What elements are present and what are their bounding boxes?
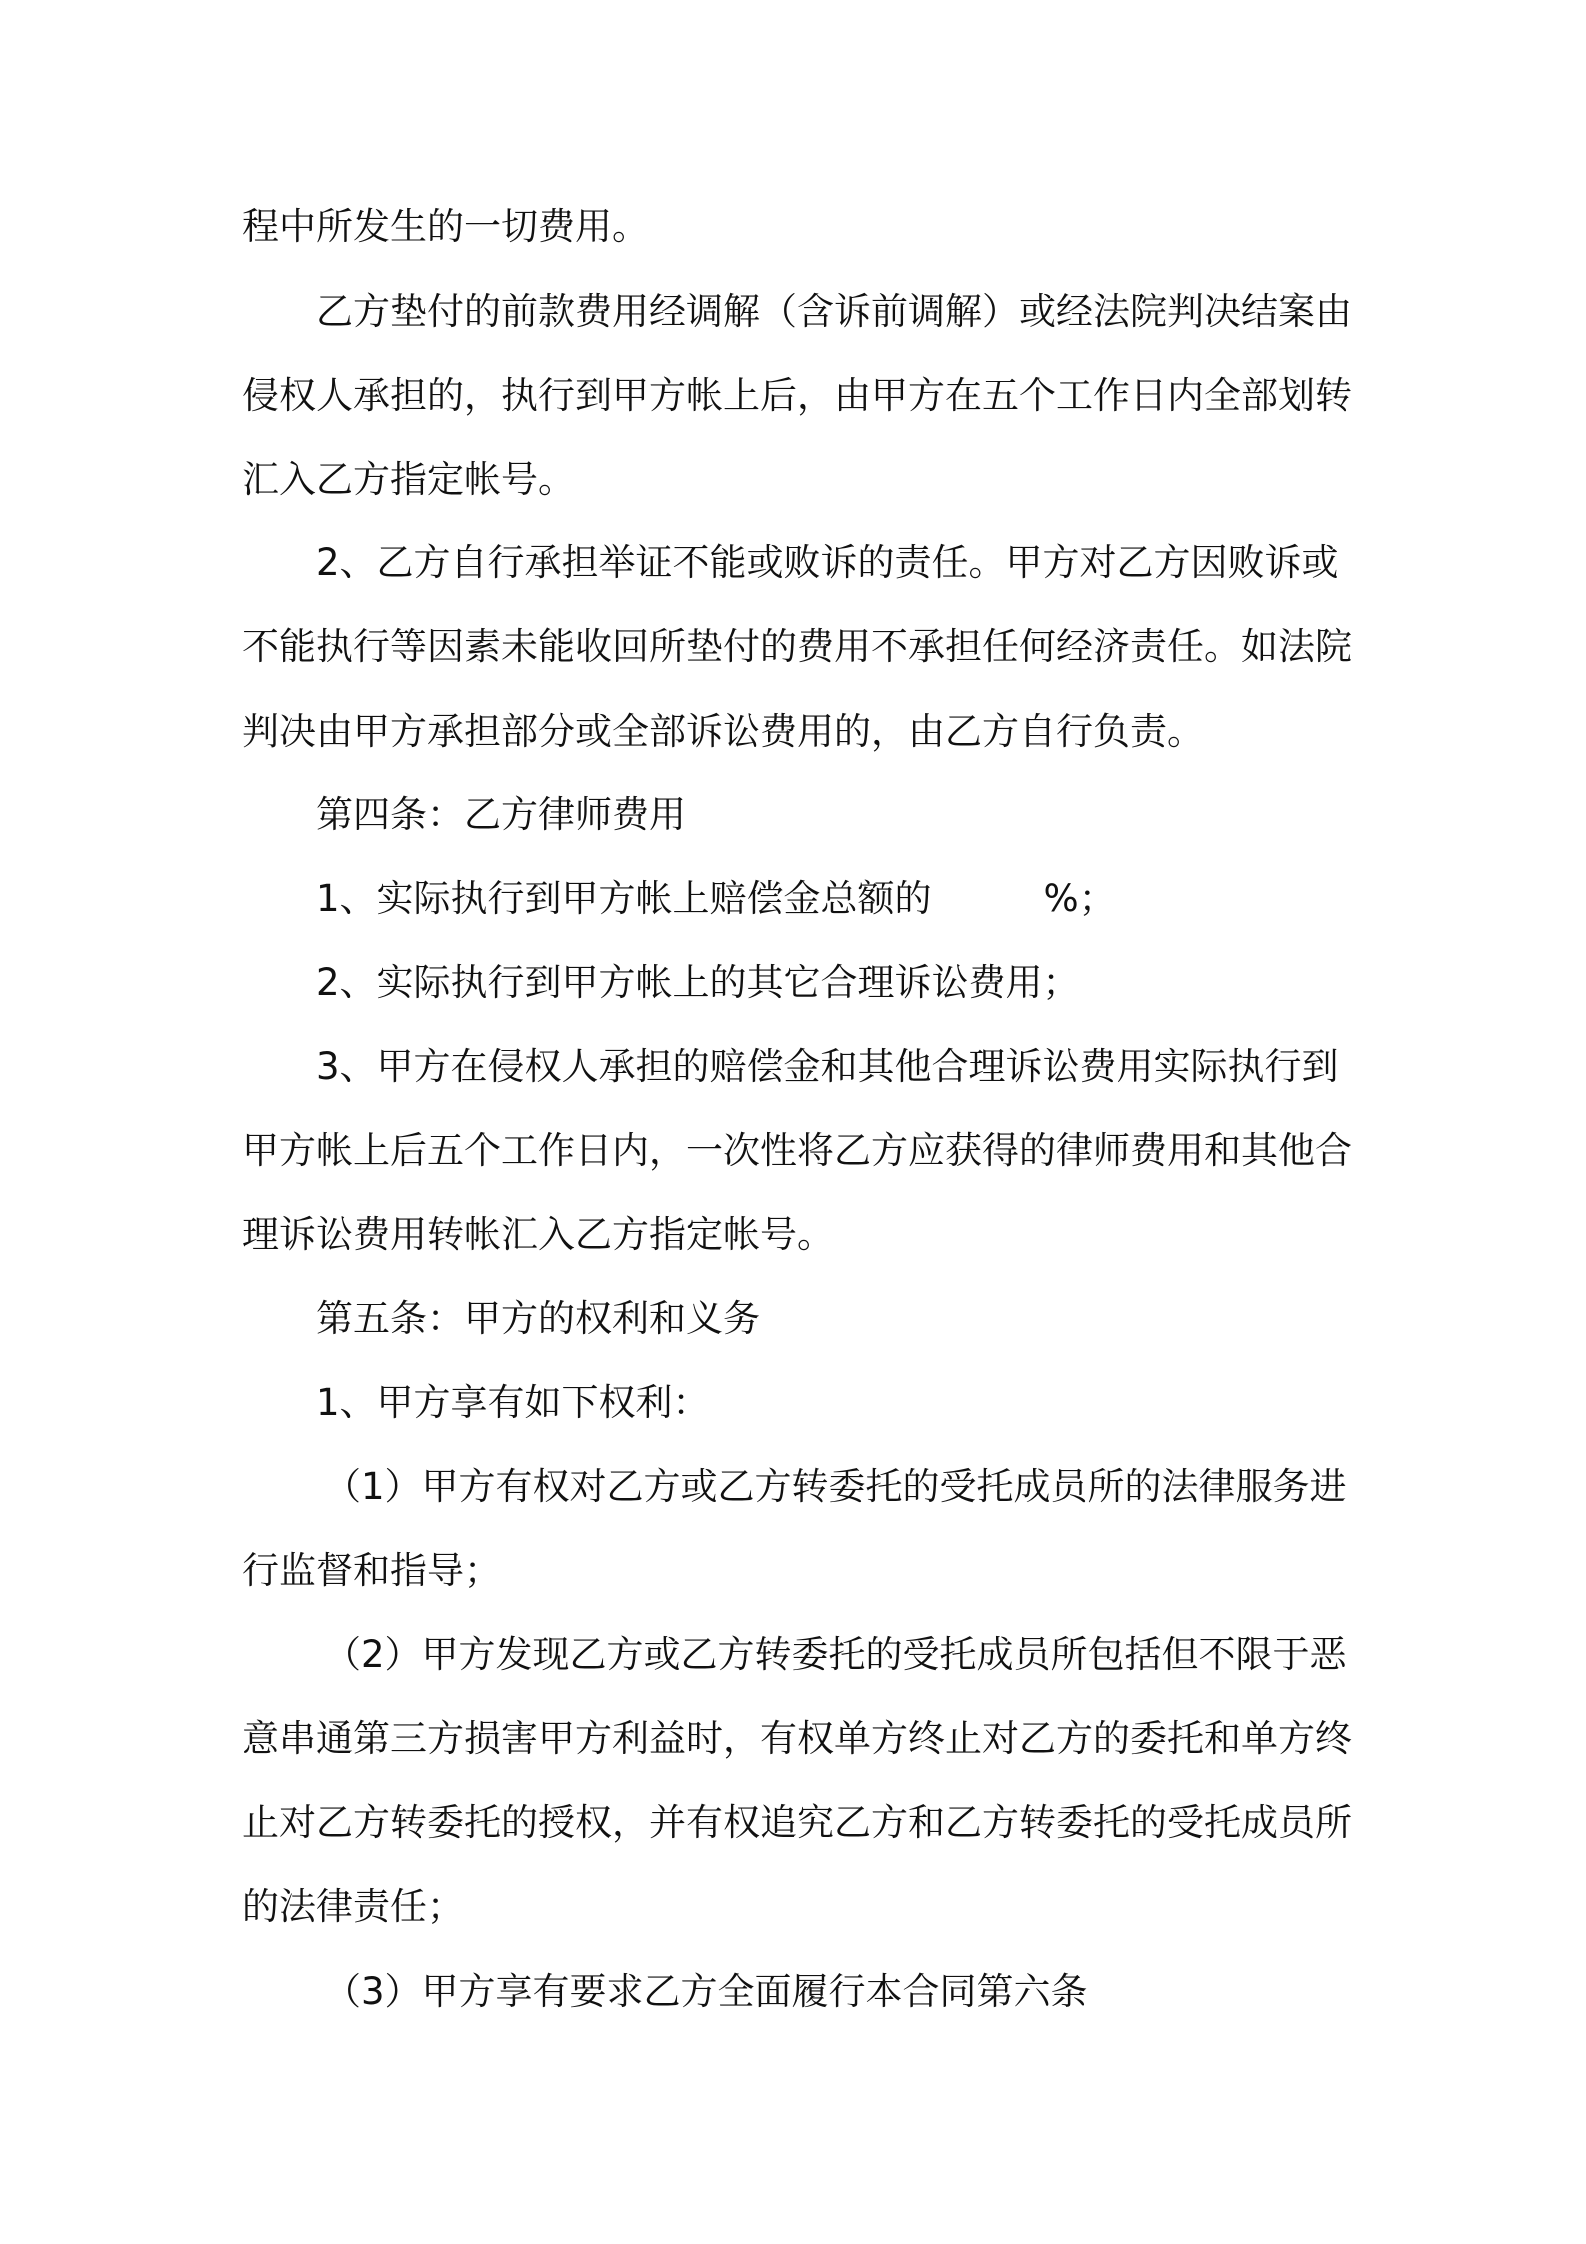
fee-percentage-label: 1、实际执行到甲方帐上赔偿金总额的 bbox=[316, 877, 932, 920]
paragraph-line: 程中所发生的一切费用。 bbox=[242, 205, 649, 248]
section-heading: 第四条：乙方律师费用 bbox=[316, 793, 686, 836]
paragraph-line: 乙方垫付的前款费用经调解（含诉前调解）或经法院判决结案由 bbox=[316, 290, 1352, 333]
paragraph-line: 的法律责任； bbox=[242, 1885, 464, 1928]
paragraph-line: （1）甲方有权对乙方或乙方转委托的受托成员所的法律服务进 bbox=[324, 1465, 1347, 1508]
paragraph-line: 甲方帐上后五个工作日内，一次性将乙方应获得的律师费用和其他合 bbox=[242, 1129, 1352, 1172]
fee-percentage-line bbox=[316, 869, 1436, 929]
paragraph-line: 2、乙方自行承担举证不能或败诉的责任。甲方对乙方因败诉或 bbox=[316, 541, 1339, 584]
percent-sign: %； bbox=[1043, 877, 1116, 920]
paragraph-line: 行监督和指导； bbox=[242, 1549, 501, 1592]
paragraph-line: 1、甲方享有如下权利： bbox=[316, 1381, 710, 1424]
section-heading: 第五条：甲方的权利和义务 bbox=[316, 1297, 760, 1340]
paragraph-line: 汇入乙方指定帐号。 bbox=[242, 458, 575, 501]
paragraph-line: 止对乙方转委托的授权，并有权追究乙方和乙方转委托的受托成员所 bbox=[242, 1801, 1352, 1844]
paragraph-line: （2）甲方发现乙方或乙方转委托的受托成员所包括但不限于恶 bbox=[324, 1633, 1347, 1676]
paragraph-line: 意串通第三方损害甲方利益时，有权单方终止对乙方的委托和单方终 bbox=[242, 1717, 1352, 1760]
paragraph-line: 判决由甲方承担部分或全部诉讼费用的，由乙方自行负责。 bbox=[242, 710, 1204, 753]
paragraph-line: 3、甲方在侵权人承担的赔偿金和其他合理诉讼费用实际执行到 bbox=[316, 1045, 1339, 1088]
paragraph-line: 侵权人承担的，执行到甲方帐上后，由甲方在五个工作日内全部划转 bbox=[242, 374, 1352, 417]
paragraph-line: 不能执行等因素未能收回所垫付的费用不承担任何经济责任。如法院 bbox=[242, 625, 1352, 668]
paragraph-line: 2、实际执行到甲方帐上的其它合理诉讼费用； bbox=[316, 961, 1080, 1004]
paragraph-line: 理诉讼费用转帐汇入乙方指定帐号。 bbox=[242, 1213, 834, 1256]
paragraph-line: （3）甲方享有要求乙方全面履行本合同第六条 bbox=[324, 1970, 1088, 2013]
